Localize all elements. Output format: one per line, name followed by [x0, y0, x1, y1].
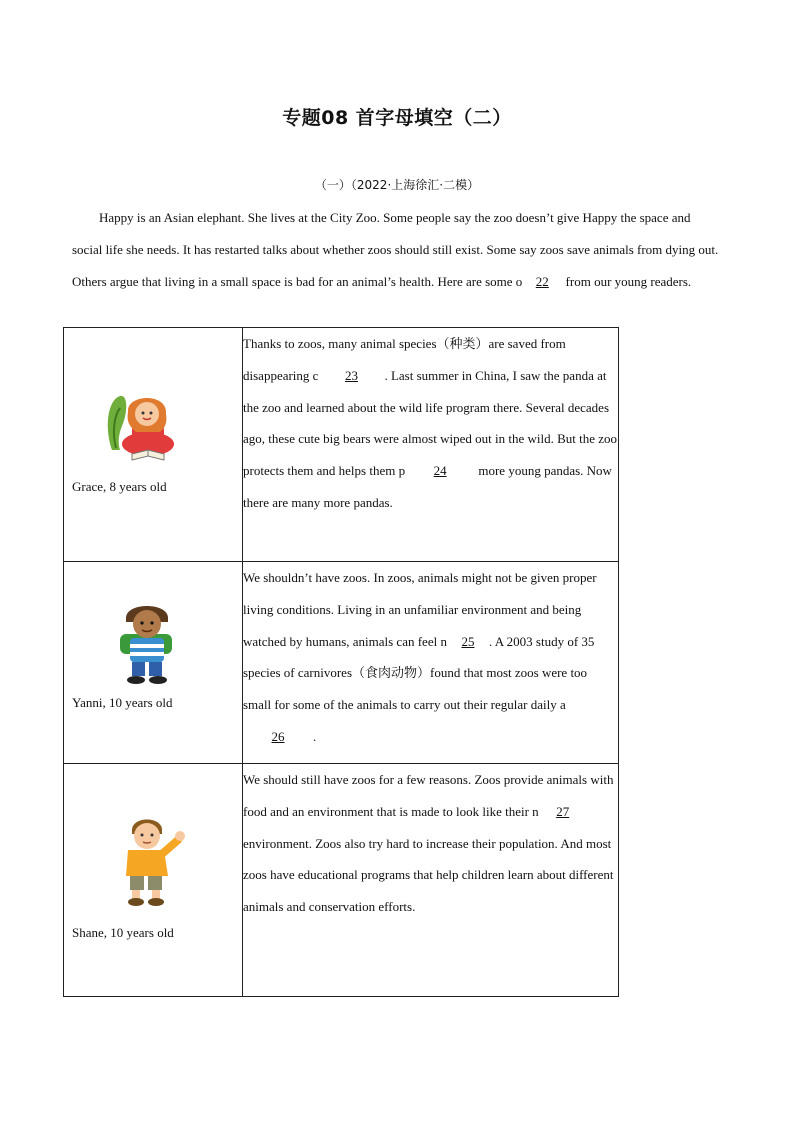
table-row: [64, 562, 619, 764]
opinions-table: [63, 327, 619, 997]
section-subtitle: （一）（2022·上海徐汇·二模）: [314, 178, 480, 192]
opinion-text: We shouldn’t have zoos. In zoos, animals might not be given proper living conditions. Living in an unfamiliar environment and being watched by humans, animals can feel n 25 . A 2003 study of 35 species of carnivores（食肉动物）found that most zoos were too small for some of the animals to carry out their regular daily a26 .: [243, 562, 619, 764]
blank-23: 23: [344, 367, 358, 383]
passage-text: Happy is an Asian elephant. She lives at the City Zoo. Some people say the zoo doesn’t give Happy the space and social life she needs. It has restarted talks about whether zoos should still exist. Some say zoos save animals from dying out. Others argue that living in a small space is bad for an animal’s health. Here are some o: [72, 210, 719, 289]
table-row: [64, 328, 619, 562]
blank-25: 25: [461, 633, 475, 649]
boy-backpack-icon: [98, 600, 194, 688]
blank-27: 27: [556, 803, 570, 819]
person-name: Yanni, 10 years old: [72, 695, 173, 710]
passage-tail: from our young readers.: [565, 274, 692, 289]
page-title: 专题08 首字母填空（二）: [282, 107, 512, 129]
girl-reading-icon: [98, 386, 194, 466]
person-cell: [64, 328, 243, 562]
blank-26: 26: [271, 728, 285, 744]
intro-passage: [72, 202, 720, 298]
person-name: Shane, 10 years old: [72, 925, 174, 940]
opinion-text: Thanks to zoos, many animal species（种类）are saved from disappearing c 23 . Last summer in China, I saw the panda at the zoo and learned about the wild life program there. Several decades ago, these cute big bears were almost wiped out in the wild. But the zoo protects them and helps them p 24 more young pandas. Now there are many more pandas.: [243, 328, 619, 562]
boy-thinking-icon: [98, 814, 194, 910]
opinion-text: We should still have zoos for a few reasons. Zoos provide animals with food and an environment that is made to look like their n 27 environment. Zoos also try hard to increase their population. And most zoos have educational programs that help children learn about different animals and conservation efforts.: [243, 764, 619, 997]
table-row: [64, 764, 619, 997]
person-cell: [64, 562, 243, 764]
person-name: Grace, 8 years old: [72, 479, 167, 494]
blank-22: 22: [535, 274, 549, 289]
blank-24: 24: [433, 463, 447, 479]
person-cell: [64, 764, 243, 997]
